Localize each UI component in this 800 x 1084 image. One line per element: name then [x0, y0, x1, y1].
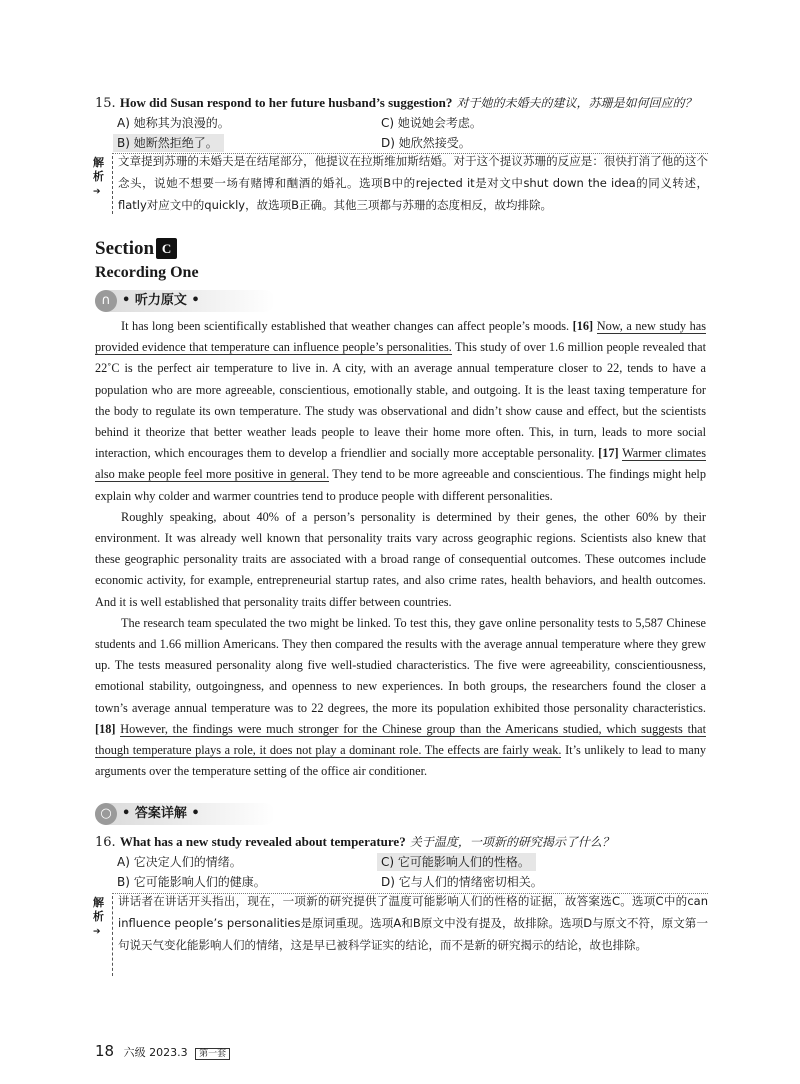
section-title: Section C [95, 238, 177, 260]
page-number: 18 [95, 1042, 115, 1060]
journal-name: 六级 2023.3 [123, 1046, 188, 1059]
q16-question: What has a new study revealed about temperature? [119, 834, 406, 849]
headphones-icon: ∩ [95, 290, 117, 312]
q15-question-zh: 对于她的未婚夫的建议，苏珊是如何回应的？ [456, 96, 697, 110]
q15-analysis: 文章提到苏珊的未婚夫是在结尾部分，他提议在拉斯维加斯结婚。对于这个提议苏珊的反应是：很快打消了他的这个念头，说她不想要一场有赌博和酗酒的婚礼。选项B中的rejected it是对文中shut down the idea的同义转述，flatly对应文中的quickly，故选项B正确。其他三项都与苏珊的态度相反，故均排除。 [118, 154, 708, 212]
transcript-label-text: • 听力原文 • [122, 293, 200, 308]
marker-18: [18] [95, 721, 116, 736]
section-badge: C [156, 238, 177, 259]
volume-badge: 第一套 [195, 1048, 230, 1060]
marker-17: [17] [598, 446, 619, 461]
q15-option-b: B) 她断然拒绝了。 [113, 134, 224, 152]
arrow-icon: ➔ [93, 927, 101, 937]
q15-analysis-label: 解析➔ [93, 156, 104, 197]
q16-number: 16. [95, 835, 116, 850]
q15-analysis-rule [112, 156, 113, 214]
transcript-passage [95, 316, 706, 782]
underline-17: Warmer climates also make people feel more positive in general. [95, 446, 707, 482]
lightbulb-icon: ○ [95, 803, 117, 825]
q16-question-zh: 关于温度，一项新的研究揭示了什么？ [409, 835, 614, 849]
arrow-icon: ➔ [93, 187, 101, 197]
passage-paragraph-3: The research team speculated the two might be linked. To test this, they gave online personality tests to 5,587 Chinese students and 1.66 million Americans. They then compared the results with the average annual temperature where they grew up. The tests measured personality along five well-studied characteristics. The five were agreeability, conscientiousness, emotional stability, outgoingness, and openness to new experiences. In both groups, the researchers found the closer a town’s average annual temperature was to 22 degrees, the more its population exhibited those personality characteristics. [18] However, the findings were much stronger for the Chinese group than the Americans studied, which suggests that though temperature plays a role, it does not play a dominant role. The effects are fairly weak. It’s unlikely to lead to many arguments over the temperature setting of the office air conditioner. [95, 615, 707, 779]
q15-number: 15. [95, 96, 116, 111]
q15-option-a: A) 她称其为浪漫的。 [117, 116, 230, 130]
underline-18: However, the findings were much stronger for the Chinese group than the Americans studied, which suggests that though temperature plays a role, it does not play a dominant role. The effects are fairly weak. [95, 721, 707, 758]
q16-analysis-label: 解析➔ [93, 896, 104, 937]
q15-question: How did Susan respond to her future husband’s suggestion? [119, 95, 453, 110]
answer-label [95, 803, 275, 825]
passage-paragraph-1: It has long been scientifically established that weather changes can affect people’s moods. [16] Now, a new study has provided evidence that temperature can influence people’s personalities. This study of over 1.6 million people revealed that 22˚C is the perfect air temperature to live in. A city, with an average annual temperature closer to 22, tends to have a population who are more agreeable, conscientious, emotionally stable, and outgoing. It is the least taxing temperature for the body to regulate its own temperature. The study was observational and didn’t show cause and effect, but the scientists behind it theorize that better weather leads people to leave their home more often. This, in turn, leads to more social interaction, which encourages them to develop a friendlier and socially more acceptable personality. [17] Warmer climates also make people feel more positive in general. They tend to be more agreeable and conscientious. The findings might help explain why colder and warmer countries tend to produce people with different personalities. [95, 319, 707, 503]
answer-label-text: • 答案详解 • [122, 806, 200, 821]
passage-paragraph-2: Roughly speaking, about 40% of a person’s personality is determined by their genes, the other 60% by their environment. It was already well known that personality traits vary across geographic regions. Scientists also knew that these geographic personality traits are associated with a broad range of consequential outcomes. These outcomes include economic activity, for example, entrepreneurial startup rates, and also crime rates, health behaviors, and health outcomes. And it is well established that personality traits differ between countries. [95, 509, 706, 609]
marker-16: [16] [572, 319, 594, 333]
q16-analysis: 讲话者在讲话开头指出，现在，一项新的研究提供了温度可能影响人们的性格的证据，故答案选C。选项C中的can influence people’s personalities是原词重现。选项A和B原文中没有提及，故排除。选项D与原文不符，原文第一句说天气变化能影响人们的情绪，这是早已被科学证实的结论，而不是新的研究揭示的结论，故也排除。 [118, 894, 708, 952]
q16-option-d: D) 它与人们的情绪密切相关。 [381, 875, 543, 889]
q16-option-b: B) 它可能影响人们的健康。 [117, 875, 266, 889]
q16-analysis-rule [112, 896, 113, 976]
underline-16: Now, a new study has provided evidence that temperature can influence people’s personalities. [95, 319, 706, 355]
q15-stem [95, 94, 755, 113]
q15-option-d: D) 她欣然接受。 [381, 136, 471, 150]
q16-option-a: A) 它决定人们的情绪。 [117, 855, 242, 869]
page-footer [95, 1042, 230, 1060]
q15-option-c: C) 她说她会考虑。 [381, 116, 482, 130]
q16-option-c: C) 它可能影响人们的性格。 [377, 853, 536, 871]
recording-title: Recording One [95, 264, 199, 281]
q16-stem [95, 833, 755, 852]
transcript-label [95, 290, 275, 312]
